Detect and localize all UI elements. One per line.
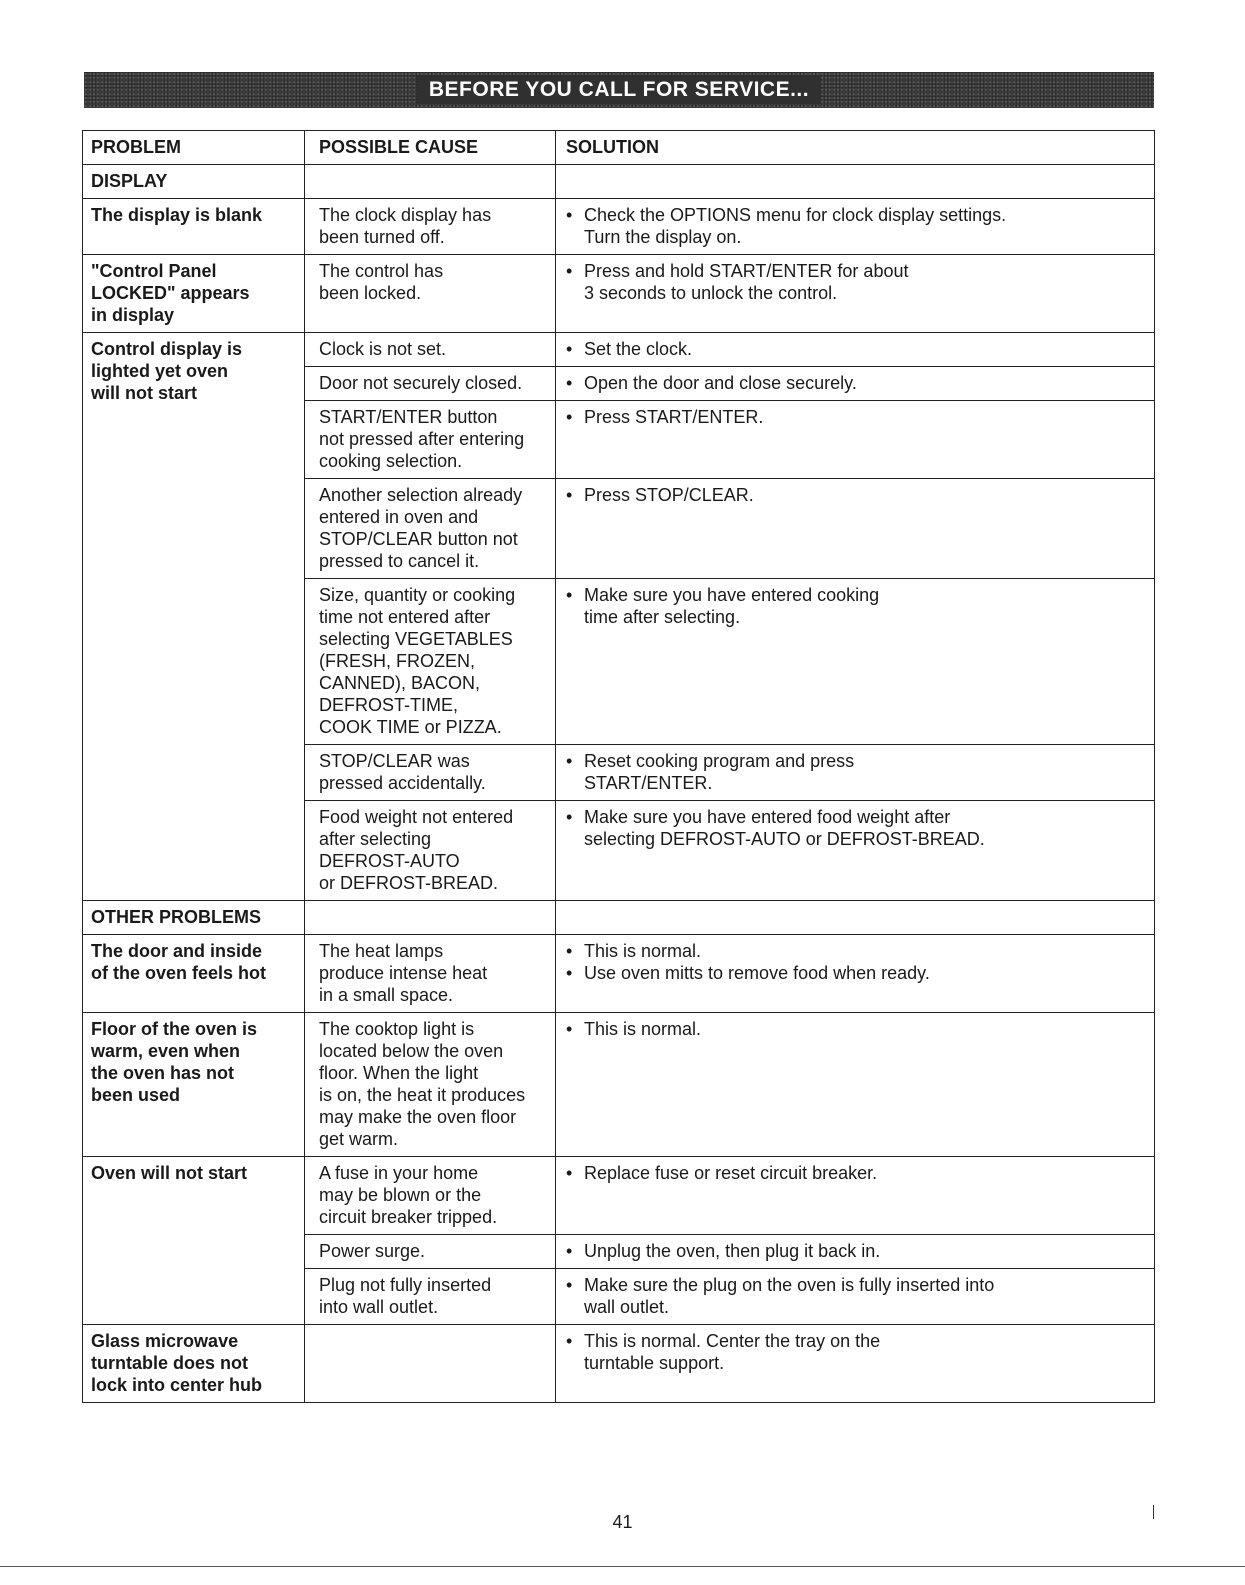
header-solution: SOLUTION: [556, 131, 1155, 165]
bullet-icon: •: [566, 205, 573, 225]
solution-bullet: [566, 372, 1148, 394]
solution-cell: [556, 745, 1155, 801]
solution-cell: [556, 1157, 1155, 1235]
bullet-icon: •: [566, 339, 573, 359]
solution-cell: [556, 579, 1155, 745]
section-empty-solution: [556, 165, 1155, 199]
bullet-icon: •: [566, 1241, 573, 1261]
solution-bullet: [566, 584, 1148, 628]
problem-cell: Oven will not start: [83, 1157, 305, 1325]
solution-cell: [556, 199, 1155, 255]
cause-cell: Door not securely closed.: [305, 367, 556, 401]
cause-cell: The cooktop light is located below the oven floor. When the light is on, the heat it produces may make the oven floor get warm.: [305, 1013, 556, 1157]
bullet-icon: •: [566, 751, 573, 771]
solution-text: Replace fuse or reset circuit breaker.: [584, 1163, 878, 1183]
troubleshooting-table: [82, 130, 1155, 1403]
bullet-icon: •: [566, 963, 573, 983]
solution-bullet: [566, 940, 1148, 962]
bullet-icon: •: [566, 373, 573, 393]
solution-text: Check the OPTIONS menu for clock display settings. Turn the display on.: [584, 205, 1007, 247]
solution-text: Press and hold START/ENTER for about 3 seconds to unlock the control.: [584, 261, 909, 303]
solution-text: Reset cooking program and press START/ENTER.: [584, 751, 855, 793]
solution-text: Make sure you have entered food weight after selecting DEFROST-AUTO or DEFROST-BREAD.: [584, 807, 985, 849]
solution-bullet: [566, 260, 1148, 304]
bullet-icon: •: [566, 261, 573, 281]
cause-cell: The control has been locked.: [305, 255, 556, 333]
solution-cell: [556, 935, 1155, 1013]
cause-cell: The clock display has been turned off.: [305, 199, 556, 255]
solution-text: Make sure you have entered cooking time after selecting.: [584, 585, 880, 627]
bullet-icon: •: [566, 485, 573, 505]
solution-cell: [556, 479, 1155, 579]
section-title: DISPLAY: [83, 165, 305, 199]
solution-bullet: [566, 338, 1148, 360]
section-empty-cause: [305, 165, 556, 199]
table-row: [83, 199, 1155, 255]
table-row: [83, 935, 1155, 1013]
solution-text: Unplug the oven, then plug it back in.: [584, 1241, 881, 1261]
solution-bullet: [566, 1162, 1148, 1184]
solution-cell: [556, 367, 1155, 401]
bullet-icon: •: [566, 1331, 573, 1351]
problem-cell: Glass microwave turntable does not lock into center hub: [83, 1325, 305, 1403]
section-row: [83, 901, 1155, 935]
solution-bullet: [566, 204, 1148, 248]
solution-cell: [556, 1013, 1155, 1157]
header-possible-cause: POSSIBLE CAUSE: [305, 131, 556, 165]
solution-text: Open the door and close securely.: [584, 373, 857, 393]
solution-cell: [556, 401, 1155, 479]
cause-cell: Another selection already entered in oven and STOP/CLEAR button not pressed to cancel it.: [305, 479, 556, 579]
cause-cell: Food weight not entered after selecting DEFROST-AUTO or DEFROST-BREAD.: [305, 801, 556, 901]
section-empty-cause: [305, 901, 556, 935]
solution-bullet: [566, 806, 1148, 850]
solution-cell: [556, 1235, 1155, 1269]
solution-cell: [556, 801, 1155, 901]
solution-cell: [556, 1325, 1155, 1403]
solution-text: This is normal. Center the tray on the turntable support.: [584, 1331, 881, 1373]
solution-text: This is normal.: [584, 1019, 702, 1039]
header-row: [83, 131, 1155, 165]
bullet-icon: •: [566, 807, 573, 827]
cause-cell: Power surge.: [305, 1235, 556, 1269]
bullet-icon: •: [566, 1019, 573, 1039]
solution-bullet: [566, 406, 1148, 428]
cause-cell: A fuse in your home may be blown or the circuit breaker tripped.: [305, 1157, 556, 1235]
troubleshooting-table-body: [83, 131, 1155, 1403]
problem-cell: Floor of the oven is warm, even when the oven has not been used: [83, 1013, 305, 1157]
table-row: [83, 255, 1155, 333]
table-row: [83, 1013, 1155, 1157]
bullet-icon: •: [566, 407, 573, 427]
solution-text: Press STOP/CLEAR.: [584, 485, 754, 505]
solution-cell: [556, 1269, 1155, 1325]
cause-cell: START/ENTER button not pressed after entering cooking selection.: [305, 401, 556, 479]
solution-text: Set the clock.: [584, 339, 693, 359]
table-row: [83, 1325, 1155, 1403]
solution-text: Press START/ENTER.: [584, 407, 764, 427]
section-empty-solution: [556, 901, 1155, 935]
solution-cell: [556, 255, 1155, 333]
section-title: OTHER PROBLEMS: [83, 901, 305, 935]
solution-text: Make sure the plug on the oven is fully inserted into wall outlet.: [584, 1275, 995, 1317]
problem-cell: Control display is lighted yet oven will not start: [83, 333, 305, 901]
section-banner: [84, 72, 1154, 108]
solution-bullet: [566, 1240, 1148, 1262]
cause-cell: Clock is not set.: [305, 333, 556, 367]
bullet-icon: •: [566, 1275, 573, 1295]
bullet-icon: •: [566, 585, 573, 605]
banner-title: BEFORE YOU CALL FOR SERVICE...: [417, 76, 821, 104]
problem-cell: The door and inside of the oven feels hot: [83, 935, 305, 1013]
solution-text: Use oven mitts to remove food when ready.: [584, 963, 930, 983]
solution-text: This is normal.: [584, 941, 702, 961]
header-problem: PROBLEM: [83, 131, 305, 165]
solution-bullet: [566, 1330, 1148, 1374]
cause-cell: STOP/CLEAR was pressed accidentally.: [305, 745, 556, 801]
problem-cell: "Control Panel LOCKED" appears in display: [83, 255, 305, 333]
cause-cell: [305, 1325, 556, 1403]
cause-cell: Plug not fully inserted into wall outlet.: [305, 1269, 556, 1325]
solution-bullet: [566, 484, 1148, 506]
crop-mark: [1153, 1505, 1154, 1519]
solution-bullet: [566, 1274, 1148, 1318]
solution-bullet: [566, 962, 1148, 984]
table-row: [83, 333, 1155, 367]
cause-cell: Size, quantity or cooking time not entered after selecting VEGETABLES (FRESH, FROZEN, CANNED), BACON, DEFROST-TIME, COOK TIME or PIZZA.: [305, 579, 556, 745]
problem-cell: The display is blank: [83, 199, 305, 255]
table-row: [83, 1157, 1155, 1235]
solution-bullet: [566, 1018, 1148, 1040]
page-bottom-rule: [0, 1566, 1245, 1567]
solution-bullet: [566, 750, 1148, 794]
section-row: [83, 165, 1155, 199]
solution-cell: [556, 333, 1155, 367]
page-number: 41: [612, 1512, 633, 1532]
bullet-icon: •: [566, 941, 573, 961]
bullet-icon: •: [566, 1163, 573, 1183]
cause-cell: The heat lamps produce intense heat in a small space.: [305, 935, 556, 1013]
